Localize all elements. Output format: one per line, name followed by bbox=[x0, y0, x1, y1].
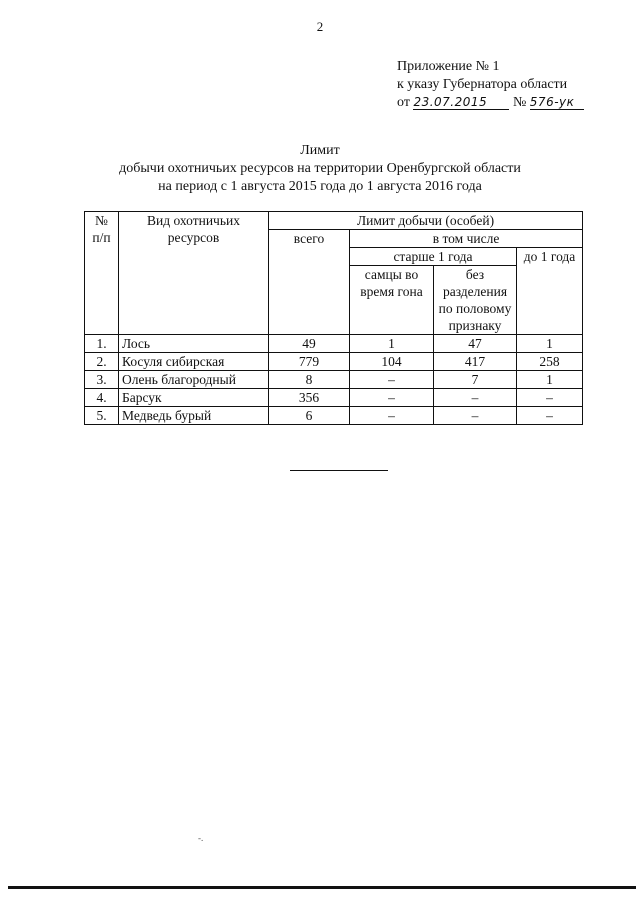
row-males: 104 bbox=[350, 353, 434, 371]
row-num: 2. bbox=[85, 353, 119, 371]
row-no-sex: – bbox=[434, 407, 517, 425]
decree-number: 576-ук bbox=[530, 95, 584, 110]
row-under-one: – bbox=[517, 389, 583, 407]
row-no-sex: 417 bbox=[434, 353, 517, 371]
row-under-one: 1 bbox=[517, 335, 583, 353]
row-no-sex: – bbox=[434, 389, 517, 407]
row-species: Лось bbox=[119, 335, 269, 353]
decree-date: 23.07.2015 bbox=[413, 95, 509, 110]
row-species: Олень благородный bbox=[119, 371, 269, 389]
header-under-one: до 1 года bbox=[517, 248, 583, 335]
row-num: 5. bbox=[85, 407, 119, 425]
header-species: Вид охотничьих ресурсов bbox=[119, 212, 269, 335]
table-row bbox=[85, 389, 583, 407]
header-limit: Лимит добычи (особей) bbox=[269, 212, 583, 230]
title-line-2: добычи охотничьих ресурсов на территории Оренбургской области bbox=[119, 161, 521, 176]
header-males: самцы во время гона bbox=[350, 266, 434, 335]
row-total: 6 bbox=[269, 407, 350, 425]
appendix-title: Приложение № 1 bbox=[397, 59, 500, 74]
row-total: 49 bbox=[269, 335, 350, 353]
row-under-one: 258 bbox=[517, 353, 583, 371]
table-row bbox=[85, 371, 583, 389]
header-num: № п/п bbox=[85, 212, 119, 335]
header-including: в том числе bbox=[350, 230, 583, 248]
row-males: – bbox=[350, 407, 434, 425]
row-species: Косуля сибирская bbox=[119, 353, 269, 371]
table-row bbox=[85, 353, 583, 371]
row-no-sex: 47 bbox=[434, 335, 517, 353]
header-older: старше 1 года bbox=[350, 248, 517, 266]
row-num: 3. bbox=[85, 371, 119, 389]
row-total: 356 bbox=[269, 389, 350, 407]
date-prefix: от bbox=[397, 95, 410, 110]
scan-mark: -. bbox=[198, 833, 204, 843]
row-species: Барсук bbox=[119, 389, 269, 407]
table-header-row bbox=[85, 212, 583, 230]
header-no-sex: без разделения по половому признаку bbox=[434, 266, 517, 335]
scan-bottom-edge bbox=[8, 886, 636, 889]
row-total: 8 bbox=[269, 371, 350, 389]
title-line-1: Лимит bbox=[300, 143, 340, 158]
page-number: 2 bbox=[316, 19, 324, 34]
limits-table bbox=[84, 211, 583, 425]
row-total: 779 bbox=[269, 353, 350, 371]
row-males: – bbox=[350, 389, 434, 407]
document-title bbox=[0, 142, 640, 196]
row-no-sex: 7 bbox=[434, 371, 517, 389]
title-line-3: на период с 1 августа 2015 года до 1 августа 2016 года bbox=[158, 179, 482, 194]
row-males: – bbox=[350, 371, 434, 389]
row-num: 1. bbox=[85, 335, 119, 353]
end-separator-line bbox=[290, 470, 388, 471]
appendix-date-line bbox=[397, 94, 584, 112]
row-species: Медведь бурый bbox=[119, 407, 269, 425]
row-num: 4. bbox=[85, 389, 119, 407]
appendix-decree: к указу Губернатора области bbox=[397, 77, 568, 92]
header-total: всего bbox=[269, 230, 350, 335]
row-under-one: – bbox=[517, 407, 583, 425]
table-row bbox=[85, 335, 583, 353]
number-prefix: № bbox=[512, 95, 527, 110]
row-males: 1 bbox=[350, 335, 434, 353]
row-under-one: 1 bbox=[517, 371, 583, 389]
table-row bbox=[85, 407, 583, 425]
appendix-header bbox=[397, 58, 584, 112]
